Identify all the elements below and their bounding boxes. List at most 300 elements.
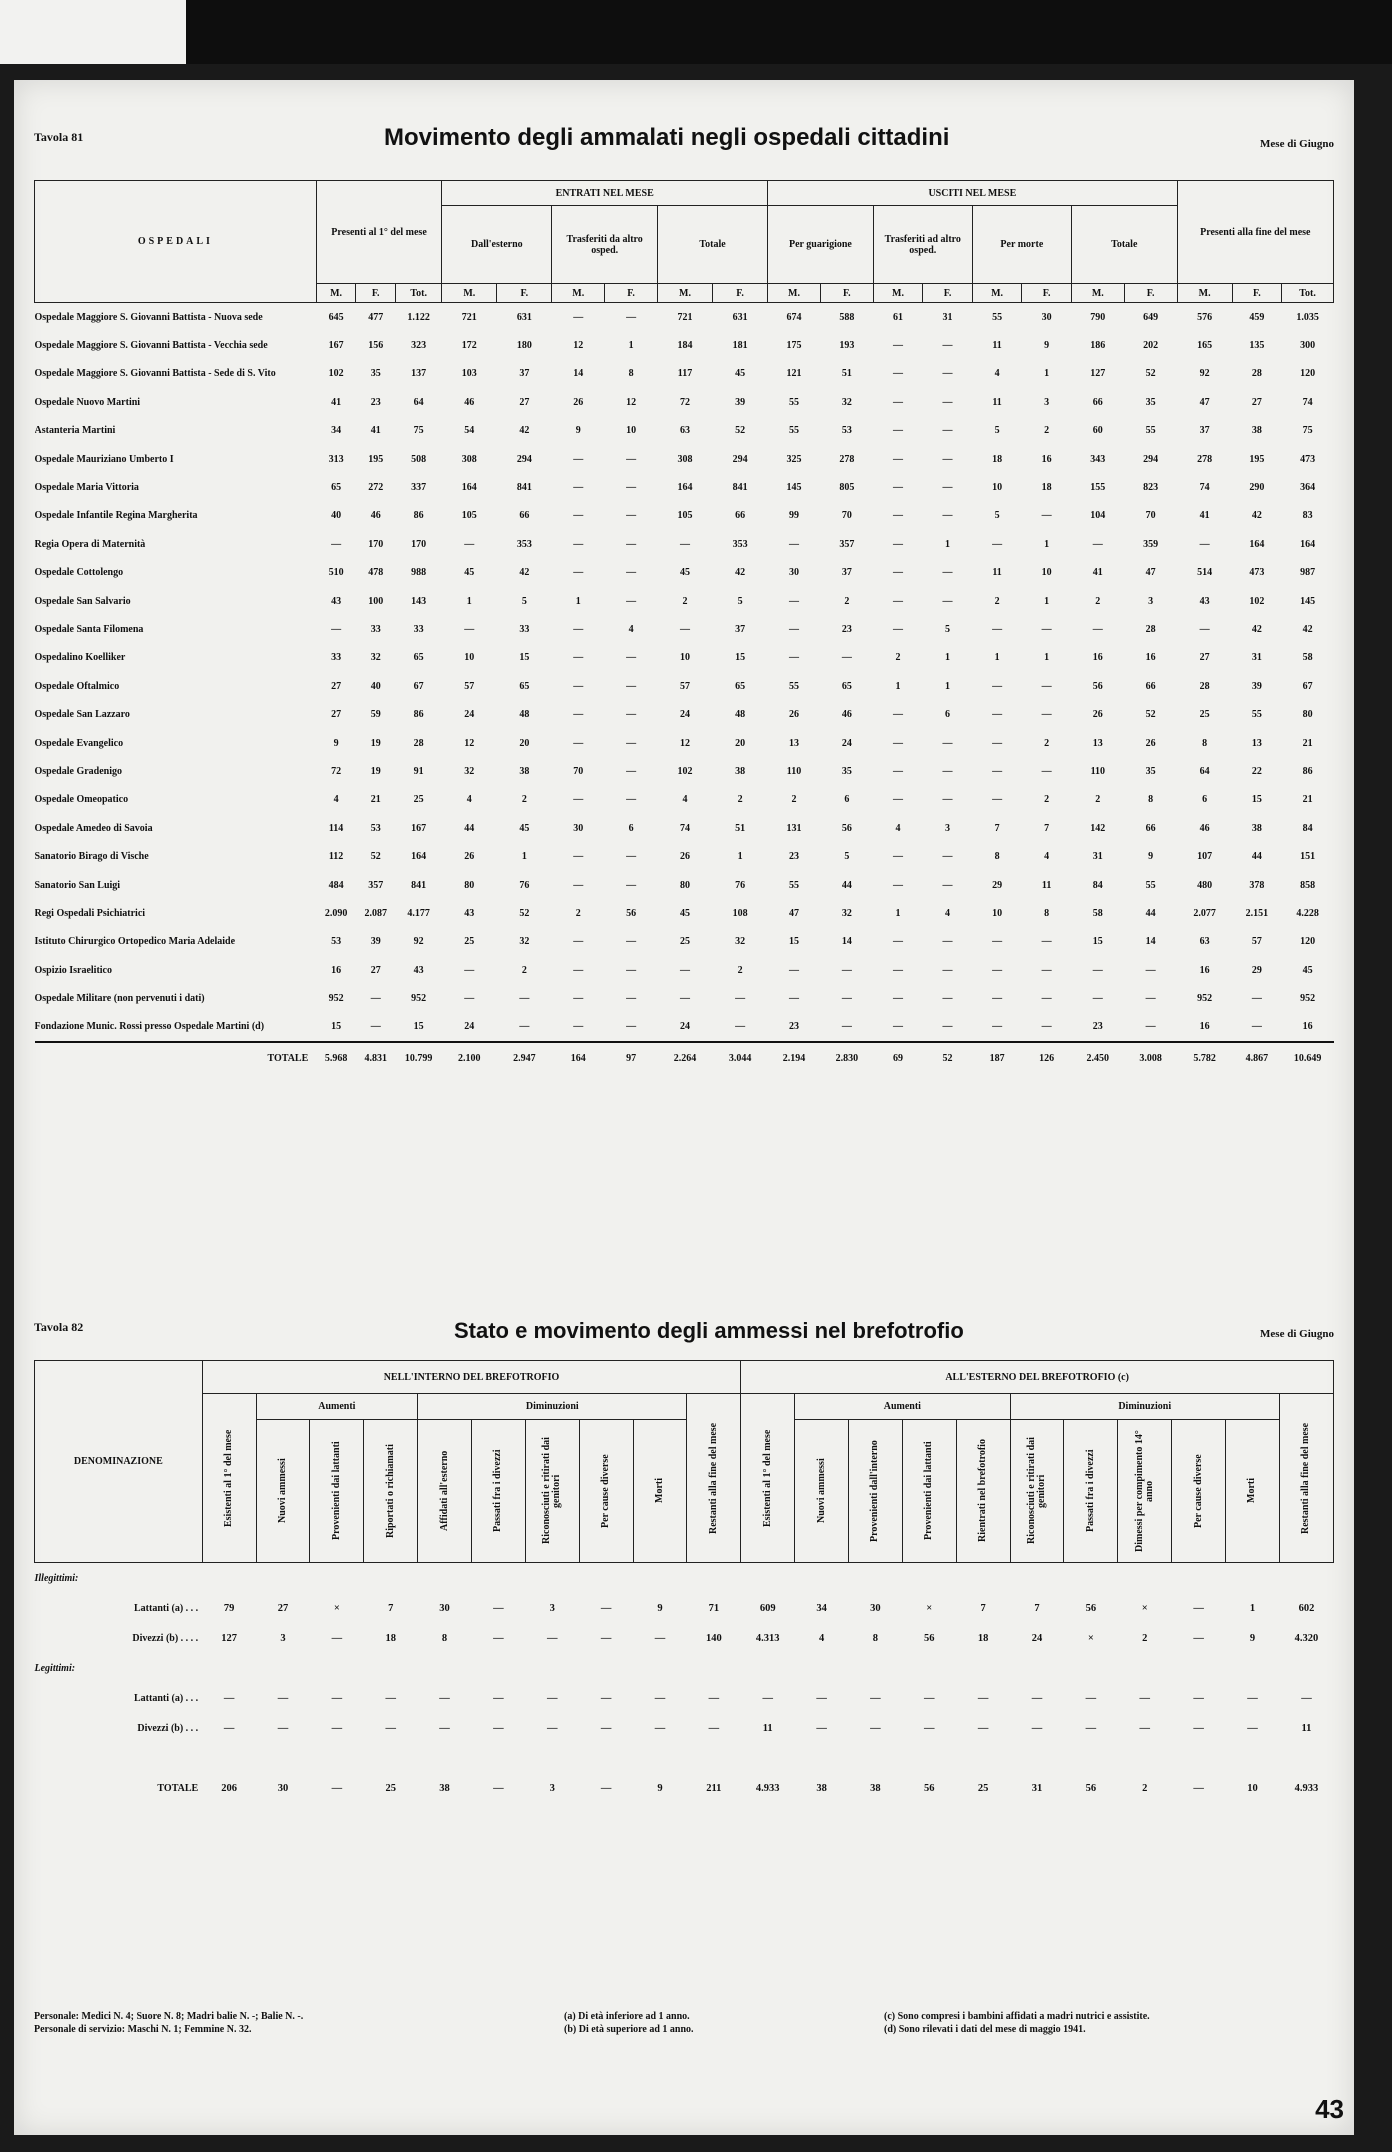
cell: —: [942, 851, 953, 863]
cell: —: [893, 879, 904, 891]
group-row: [35, 1653, 1334, 1683]
cell: —: [977, 1692, 989, 1704]
cell: 7: [388, 1602, 394, 1614]
cell: —: [893, 453, 904, 465]
cell: 28: [413, 737, 424, 749]
cell: —: [573, 623, 584, 635]
cell: 988: [411, 567, 427, 579]
cell: 13: [1251, 737, 1262, 749]
cell: —: [573, 851, 584, 863]
cell: 290: [1249, 482, 1265, 494]
h-tot: Tot.: [1282, 284, 1334, 303]
cell: —: [573, 936, 584, 948]
cell: —: [493, 1632, 504, 1644]
table-row: [35, 814, 1334, 842]
cell: —: [893, 964, 904, 976]
cell: 120: [1300, 368, 1316, 380]
cell: —: [464, 964, 475, 976]
cell: —: [654, 1722, 666, 1734]
cell: —: [893, 765, 904, 777]
cell: —: [1085, 1722, 1097, 1734]
cell: 14: [573, 368, 584, 380]
cell: —: [893, 396, 904, 408]
cell: 64: [1199, 765, 1210, 777]
cell: 25: [413, 794, 424, 806]
cell: 53: [370, 822, 381, 834]
cell: —: [789, 623, 799, 635]
cell: —: [1199, 538, 1210, 550]
cell: —: [277, 1692, 289, 1704]
total-cell: 69: [873, 1042, 923, 1073]
cell: 37: [1199, 425, 1210, 437]
h-f: F.: [356, 284, 396, 303]
cell: 9: [333, 737, 339, 749]
cell: 52: [370, 851, 381, 863]
hi-0: Esistenti al 1° del mese: [202, 1394, 256, 1563]
cell: 2: [737, 964, 743, 976]
header-denominazione: DENOMINAZIONE: [35, 1361, 203, 1563]
cell: 60: [1092, 425, 1103, 437]
cell: 43: [1199, 595, 1210, 607]
cell: ×: [926, 1602, 933, 1614]
cell: —: [816, 1722, 827, 1734]
cell: 1: [521, 851, 527, 863]
header-trasf-da: Trasferiti da altro osped.: [552, 206, 658, 284]
table-row: [35, 1713, 1334, 1743]
cell: 43: [413, 964, 424, 976]
header-dall-esterno: Dall'esterno: [442, 206, 552, 284]
cell: —: [942, 794, 953, 806]
cell: 12: [573, 340, 584, 352]
cell: —: [789, 993, 799, 1005]
cell: 71: [708, 1602, 720, 1614]
cell: 11: [1301, 1722, 1312, 1734]
cell: 5: [945, 623, 951, 635]
cell: 32: [735, 936, 746, 948]
cell: 8: [872, 1632, 879, 1644]
h-m: M.: [658, 284, 713, 303]
page-number: 43: [1315, 2094, 1344, 2124]
cell: 44: [464, 822, 475, 834]
header-aumenti-ext: Aumenti: [795, 1394, 1010, 1420]
h-m: M.: [552, 284, 605, 303]
cell: —: [789, 595, 799, 607]
cell: 164: [461, 482, 477, 494]
cell: —: [626, 765, 637, 777]
cell: —: [942, 396, 953, 408]
cell: 143: [411, 595, 427, 607]
total-cell: 187: [972, 1042, 1022, 1073]
cell: —: [1193, 1602, 1204, 1614]
cell: 25: [1199, 709, 1210, 721]
cell: —: [1041, 1021, 1052, 1033]
header-totale-usciti: Totale: [1071, 206, 1177, 284]
cell: —: [1041, 993, 1052, 1005]
cell: 121: [786, 368, 802, 380]
cell: —: [464, 993, 475, 1005]
cell: 31: [942, 311, 953, 323]
table-row: [35, 388, 1334, 416]
cell: 10: [1041, 567, 1052, 579]
cell: 15: [1251, 794, 1262, 806]
cell: 602: [1298, 1602, 1315, 1614]
header-interno: NELL'INTERNO DEL BREFOTROFIO: [202, 1361, 741, 1394]
cell: —: [573, 709, 584, 721]
he-3: Provenienti dai lattanti: [902, 1420, 956, 1563]
cell: 313: [328, 453, 344, 465]
hospital-name: Astanteria Martini: [34, 425, 116, 437]
cell: —: [547, 1722, 558, 1734]
cell: 164: [411, 851, 427, 863]
total-cell: 2.100: [442, 1042, 497, 1073]
cell: —: [385, 1692, 396, 1704]
cell: 45: [680, 907, 691, 919]
cell: —: [942, 510, 953, 522]
he-8: Per cause diverse: [1172, 1420, 1226, 1563]
totals-row: [35, 1773, 1334, 1803]
cell: —: [331, 1692, 343, 1704]
cell: 27: [1251, 396, 1262, 408]
cell: 46: [1199, 822, 1210, 834]
cell: 32: [519, 936, 530, 948]
cell: 66: [735, 510, 746, 522]
cell: 9: [1148, 851, 1154, 863]
cell: 18: [385, 1632, 396, 1644]
cell: —: [1041, 680, 1052, 692]
cell: 47: [1145, 567, 1156, 579]
cell: 172: [461, 340, 477, 352]
cell: 102: [328, 368, 344, 380]
cell: 75: [1302, 425, 1313, 437]
cell: 43: [464, 907, 475, 919]
cell: 55: [789, 680, 799, 692]
cell: —: [573, 1021, 584, 1033]
cell: 6: [844, 794, 850, 806]
cell: 11: [992, 567, 1002, 579]
cell: —: [1193, 1692, 1204, 1704]
total-cell: 25: [385, 1782, 396, 1794]
hospital-name: Ospedale Mauriziano Umberto I: [34, 453, 174, 465]
total-cell: 3.044: [713, 1042, 768, 1073]
cell: 80: [1302, 709, 1313, 721]
group-label: Illegittimi:: [34, 1572, 79, 1584]
cell: —: [654, 1632, 666, 1644]
cell: —: [331, 538, 342, 550]
group-label: Legittimi:: [34, 1662, 76, 1674]
cell: 300: [1300, 340, 1316, 352]
hi-5: Passati fra i divezzi: [471, 1420, 525, 1563]
cell: 67: [1302, 680, 1313, 692]
cell: 52: [519, 907, 530, 919]
cell: ×: [1087, 1632, 1094, 1644]
cell: 27: [331, 709, 342, 721]
cell: 44: [841, 879, 852, 891]
total-cell: 5.782: [1177, 1042, 1232, 1073]
hi-4: Affidati all'esterno: [418, 1420, 472, 1563]
cell: 41: [370, 425, 381, 437]
cell: 4.177: [407, 907, 430, 919]
cell: 181: [732, 340, 748, 352]
cell: —: [893, 538, 904, 550]
cell: —: [464, 538, 475, 550]
cell: —: [626, 567, 637, 579]
cell: 343: [1090, 453, 1106, 465]
cell: 23: [789, 1021, 799, 1033]
cell: 508: [411, 453, 427, 465]
cell: 31: [1251, 652, 1262, 664]
table-row: [35, 587, 1334, 615]
header-ospedali: OSPEDALI: [35, 181, 317, 303]
cell: 12: [464, 737, 475, 749]
table-number: Tavola 82: [34, 1320, 84, 1334]
hospital-name: Ospedale Militare (non pervenuti i dati): [34, 993, 205, 1005]
cell: 86: [1302, 765, 1313, 777]
cell: —: [1301, 1692, 1312, 1704]
h-m: M.: [1177, 284, 1232, 303]
cell: 4: [333, 794, 339, 806]
header-presenti-inizio: Presenti al 1° del mese: [316, 181, 442, 284]
month-label: Mese di Giugno: [1260, 138, 1334, 150]
cell: —: [331, 1722, 343, 1734]
cell: 2: [521, 964, 527, 976]
cell: 170: [411, 538, 427, 550]
cell: —: [1092, 964, 1103, 976]
cell: —: [1193, 1632, 1204, 1644]
total-cell: 164: [552, 1042, 605, 1073]
cell: 2: [791, 794, 797, 806]
cell: 39: [735, 396, 746, 408]
hospital-name: Ospedale Gradenigo: [34, 765, 123, 777]
cell: 10: [464, 652, 475, 664]
cell: 8: [441, 1632, 448, 1644]
cell: 65: [735, 680, 746, 692]
cell: —: [1247, 1722, 1258, 1734]
cell: 52: [1145, 709, 1156, 721]
cell: 805: [839, 482, 855, 494]
notes-cd: [884, 2010, 1334, 2036]
cell: —: [893, 595, 904, 607]
cell: 164: [1300, 538, 1316, 550]
cell: —: [942, 879, 953, 891]
hospital-name: Ospedale Santa Filomena: [34, 623, 144, 635]
total-cell: 10.649: [1282, 1042, 1334, 1073]
header-per-guarigione: Per guarigione: [768, 206, 874, 284]
hospital-name: Ospedale Amedeo di Savoia: [34, 822, 153, 834]
cell: 22: [1251, 765, 1262, 777]
cell: —: [942, 936, 953, 948]
hospital-name: Ospedale San Lazzaro: [34, 709, 130, 721]
page: [14, 80, 1354, 2135]
cell: 42: [519, 425, 530, 437]
cell: 61: [893, 311, 904, 323]
cell: 2: [895, 652, 901, 664]
hospital-name: Ospedale San Salvario: [34, 595, 131, 607]
cell: 156: [368, 340, 384, 352]
cell: 103: [461, 368, 477, 380]
cell: —: [680, 993, 691, 1005]
cell: —: [626, 453, 637, 465]
cell: 477: [368, 311, 384, 323]
cell: 631: [516, 311, 532, 323]
table-row: [35, 615, 1334, 643]
cell: —: [977, 1722, 989, 1734]
he-9: Morti: [1226, 1420, 1280, 1563]
cell: —: [626, 652, 637, 664]
cell: 4: [895, 822, 901, 834]
header-usciti: USCITI NEL MESE: [768, 181, 1178, 206]
hospital-rows: [35, 303, 1334, 1074]
cell: —: [893, 425, 904, 437]
cell: 21: [370, 794, 381, 806]
cell: —: [600, 1692, 612, 1704]
cell: —: [841, 993, 852, 1005]
cell: 70: [573, 765, 584, 777]
cell: 2: [682, 595, 688, 607]
cell: 86: [413, 709, 424, 721]
cell: 76: [519, 879, 530, 891]
total-cell: 31: [1031, 1782, 1043, 1794]
header-per-morte: Per morte: [972, 206, 1071, 284]
cell: 29: [992, 879, 1003, 891]
h-f: F.: [713, 284, 768, 303]
header-diminuzioni-ext: Diminuzioni: [1010, 1394, 1279, 1420]
cell: —: [519, 993, 530, 1005]
cell: 102: [677, 765, 693, 777]
cell: 790: [1090, 311, 1106, 323]
cell: —: [493, 1692, 504, 1704]
note-a: (a) Di età inferiore ad 1 anno.: [564, 2011, 690, 2022]
cell: —: [893, 340, 904, 352]
hospital-name: Ospedale Oftalmico: [34, 680, 120, 692]
cell: 105: [677, 510, 693, 522]
note-personale: Personale: Medici N. 4; Suore N. 8; Madri balie N. -; Balie N. -.: [34, 2011, 304, 2022]
cell: —: [464, 623, 475, 635]
total-cell: —: [600, 1782, 612, 1794]
cell: —: [841, 964, 852, 976]
cell: —: [1041, 964, 1052, 976]
cell: 1: [575, 595, 581, 607]
cell: 3: [1148, 595, 1154, 607]
cell: 27: [277, 1602, 289, 1614]
cell: —: [626, 311, 637, 323]
cell: —: [893, 709, 904, 721]
cell: —: [1145, 993, 1156, 1005]
cell: 164: [677, 482, 693, 494]
cell: 1: [737, 851, 743, 863]
header-diminuzioni: Diminuzioni: [418, 1394, 687, 1420]
cell: 510: [328, 567, 344, 579]
cell: —: [223, 1692, 235, 1704]
cell: 40: [370, 680, 381, 692]
cell: 44: [1251, 851, 1262, 863]
cell: 378: [1249, 879, 1265, 891]
cell: 15: [735, 652, 746, 664]
cell: 18: [1041, 482, 1052, 494]
cell: 30: [789, 567, 799, 579]
cell: 25: [464, 936, 475, 948]
cell: —: [870, 1722, 881, 1734]
cell: 10: [992, 482, 1003, 494]
cell: 4.320: [1294, 1632, 1319, 1644]
cell: 38: [519, 765, 530, 777]
cell: 272: [368, 482, 384, 494]
cell: —: [893, 993, 904, 1005]
cell: 42: [1302, 623, 1313, 635]
total-cell: —: [331, 1782, 343, 1794]
cell: 80: [464, 879, 475, 891]
he-0: Esistenti al 1° del mese: [741, 1394, 795, 1563]
cell: 952: [411, 993, 427, 1005]
cell: 55: [1145, 879, 1156, 891]
cell: —: [841, 652, 852, 664]
cell: —: [680, 623, 691, 635]
cell: —: [626, 709, 637, 721]
cell: 21: [1302, 737, 1313, 749]
cell: 359: [1143, 538, 1159, 550]
cell: 117: [677, 368, 693, 380]
cell: 8: [1148, 794, 1154, 806]
cell: 11: [1041, 879, 1052, 891]
cell: 2: [521, 794, 527, 806]
cell: —: [573, 311, 584, 323]
table-row: [35, 1623, 1334, 1653]
row-label: Divezzi (b) . . . .: [132, 1632, 199, 1644]
cell: —: [573, 652, 584, 664]
he-10: Restanti alla fine del mese: [1279, 1394, 1333, 1563]
table-row: [35, 445, 1334, 473]
cell: 57: [464, 680, 475, 692]
cell: 11: [762, 1722, 773, 1734]
total-cell: 3.008: [1124, 1042, 1177, 1073]
total-cell: 10: [1247, 1782, 1258, 1794]
cell: 23: [1092, 1021, 1103, 1033]
cell: —: [600, 1632, 612, 1644]
cell: 66: [519, 510, 530, 522]
cell: 23: [841, 623, 852, 635]
h-f: F.: [605, 284, 658, 303]
cell: 63: [1199, 936, 1210, 948]
cell: 1.035: [1296, 311, 1319, 323]
cell: —: [893, 510, 904, 522]
cell: 588: [839, 311, 855, 323]
cell: 55: [1251, 709, 1262, 721]
cell: 110: [786, 765, 802, 777]
cell: —: [547, 1632, 558, 1644]
cell: 45: [735, 368, 746, 380]
cell: —: [942, 425, 953, 437]
cell: 8: [1202, 737, 1208, 749]
cell: 38: [735, 765, 746, 777]
cell: 1: [895, 907, 901, 919]
cell: 6: [945, 709, 951, 721]
cell: 46: [464, 396, 475, 408]
total-cell: 10.799: [396, 1042, 442, 1073]
cell: 1: [628, 340, 634, 352]
cell: 7: [1044, 822, 1050, 834]
cell: 47: [789, 907, 799, 919]
cell: 3: [549, 1602, 555, 1614]
cell: —: [626, 851, 637, 863]
cell: 56: [924, 1632, 935, 1644]
hospital-name: Ospedale Infantile Regina Margherita: [34, 510, 198, 522]
cell: 8: [628, 368, 634, 380]
notes-ab: [564, 2010, 844, 2036]
cell: 55: [789, 425, 799, 437]
cell: 33: [413, 623, 424, 635]
cell: —: [385, 1722, 396, 1734]
total-cell: 206: [221, 1782, 237, 1794]
cell: 2: [1095, 595, 1101, 607]
